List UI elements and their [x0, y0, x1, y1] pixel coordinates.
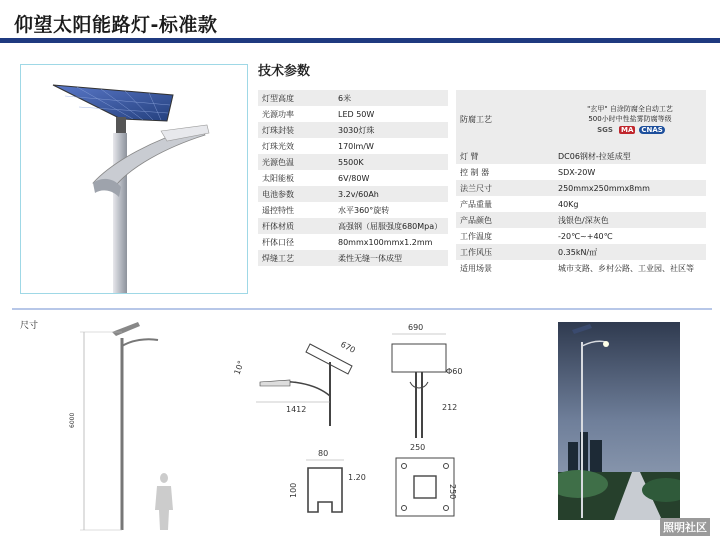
- spec-value: 80mmx100mmx1.2mm: [334, 234, 448, 250]
- spec-value: 城市支路、乡村公路、工业园、社区等: [554, 260, 706, 276]
- section-divider: [12, 308, 712, 310]
- spec-key: 杆体口径: [258, 234, 334, 250]
- spec-key: 产品颜色: [456, 212, 554, 228]
- spec-row: [456, 196, 706, 212]
- spec-key: 灯珠光效: [258, 138, 334, 154]
- spec-row: [258, 90, 448, 106]
- spec-value: [554, 90, 706, 148]
- section-height: 100: [289, 482, 298, 498]
- spec-row: [456, 228, 706, 244]
- spec-value: 40Kg: [554, 196, 706, 212]
- spec-key: 杆体材质: [258, 218, 334, 234]
- spec-key: 灯型高度: [258, 90, 334, 106]
- side-drawing: [230, 326, 390, 430]
- spec-value: LED 50W: [334, 106, 448, 122]
- section-thickness: 1.20: [348, 473, 366, 482]
- spec-key: 光源色温: [258, 154, 334, 170]
- spec-row: [258, 234, 448, 250]
- spec-row: [258, 138, 448, 154]
- spec-key: 太阳能板: [258, 170, 334, 186]
- spec-value: 高强钢（屈服强度680Mpa）: [334, 218, 448, 234]
- spec-row: [258, 186, 448, 202]
- spec-key: 灯珠封装: [258, 122, 334, 138]
- height-value: 6000: [69, 412, 76, 428]
- spec-row: [258, 218, 448, 234]
- spec-value: 3030灯珠: [334, 122, 448, 138]
- spec-row: [456, 164, 706, 180]
- flange-drawing: [384, 440, 464, 530]
- product-photo: [20, 64, 248, 294]
- flange-width: 250: [410, 443, 426, 452]
- pole-diameter: Φ60: [446, 367, 463, 376]
- dimensions-label: 尺寸: [20, 321, 39, 331]
- page-title: 仰望太阳能路灯-标准款: [14, 14, 218, 36]
- spec-key: 光源功率: [258, 106, 334, 122]
- front-drawing: [380, 318, 480, 440]
- night-scene-photo: [558, 322, 680, 520]
- spec-row: [258, 250, 448, 266]
- spec-key: 法兰尺寸: [456, 180, 554, 196]
- spec-value: 柔性无缝一体成型: [334, 250, 448, 266]
- lamp-illustration: [21, 65, 247, 293]
- front-height: 212: [442, 403, 458, 412]
- spec-row: [258, 122, 448, 138]
- watermark: 照明社区: [660, 518, 710, 536]
- spec-key: 遥控特性: [258, 202, 334, 218]
- spec-key: 电池参数: [258, 186, 334, 202]
- spec-key: 控 制 器: [456, 164, 554, 180]
- anticorrosion-line1: "玄甲" 自涂防腐全自动工艺: [587, 105, 673, 113]
- spec-row: [456, 212, 706, 228]
- spec-row: [456, 244, 706, 260]
- spec-value: 170lm/W: [334, 138, 448, 154]
- spec-value: 6米: [334, 90, 448, 106]
- spec-row: [258, 202, 448, 218]
- spec-key: 产品重量: [456, 196, 554, 212]
- spec-value: DC06钢材-拉延成型: [554, 148, 706, 164]
- panel-length: 670: [339, 339, 357, 355]
- spec-key: 工作温度: [456, 228, 554, 244]
- ma-badge: MA: [620, 126, 634, 134]
- spec-heading: 技术参数: [258, 64, 311, 79]
- spec-row: [258, 170, 448, 186]
- spec-key: 适用场景: [456, 260, 554, 276]
- spec-value: -20℃~+40℃: [554, 228, 706, 244]
- section-drawing: [284, 446, 380, 524]
- tilt-angle: 10°: [232, 359, 246, 376]
- front-width: 690: [408, 323, 424, 332]
- spec-value: 水平360°旋转: [334, 202, 448, 218]
- section-width: 80: [318, 449, 329, 458]
- spec-row: [258, 154, 448, 170]
- spec-value: 浅银色/深灰色: [554, 212, 706, 228]
- cnas-badge: CNAS: [641, 126, 663, 134]
- flange-height: 250: [448, 484, 457, 500]
- anticorrosion-line2: 500小时中性盐雾防腐等级: [588, 115, 672, 123]
- arm-length: 1412: [286, 405, 307, 414]
- sgs-badge: SGS: [597, 126, 613, 134]
- spec-value: SDX-20W: [554, 164, 706, 180]
- spec-key: 工作风压: [456, 244, 554, 260]
- spec-value: 6V/80W: [334, 170, 448, 186]
- spec-value: 0.35kN/㎡: [554, 244, 706, 260]
- spec-row: [456, 148, 706, 164]
- spec-value: 250mmx250mmx8mm: [554, 180, 706, 196]
- title-rule: [0, 38, 720, 43]
- spec-key: 灯 臂: [456, 148, 554, 164]
- height-drawing: [60, 318, 200, 532]
- spec-row: [258, 106, 448, 122]
- spec-value: 3.2v/60Ah: [334, 186, 448, 202]
- spec-key: 焊缝工艺: [258, 250, 334, 266]
- spec-table-right: [456, 90, 706, 276]
- spec-row: [456, 180, 706, 196]
- spec-table-left: [258, 90, 448, 266]
- spec-value: 5500K: [334, 154, 448, 170]
- spec-key: 防腐工艺: [456, 90, 554, 148]
- spec-row: [456, 260, 706, 276]
